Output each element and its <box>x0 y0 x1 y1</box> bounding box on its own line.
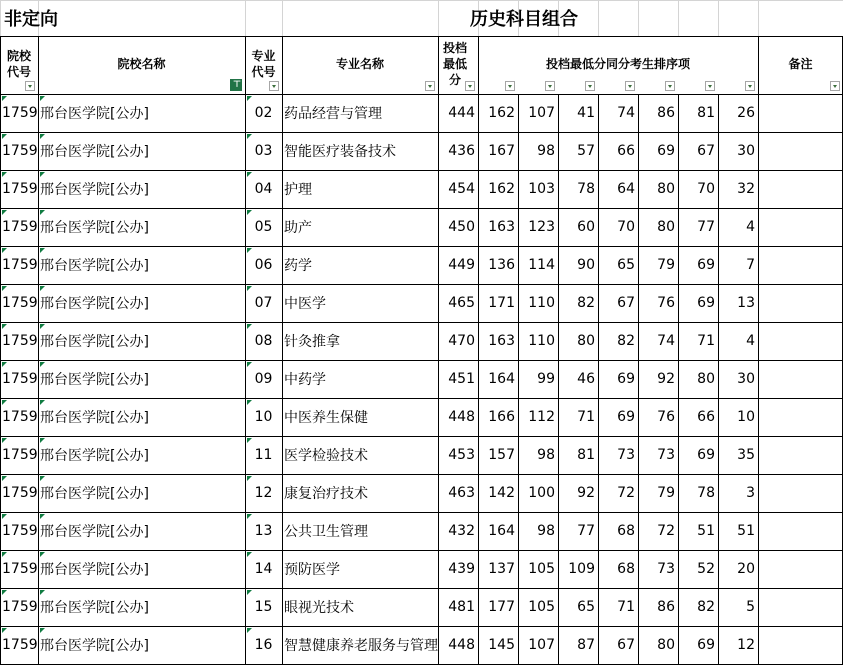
cell-ranking-6: 70 <box>697 181 715 197</box>
cell-school-code: 1759 <box>2 409 38 425</box>
cell-major-code: 05 <box>254 219 273 235</box>
table-border-vertical <box>38 36 39 664</box>
cell-ranking-4: 68 <box>617 523 635 539</box>
table-border-horizontal <box>0 550 843 551</box>
gridline-vertical <box>0 0 1 36</box>
cell-ranking-2: 114 <box>528 257 555 273</box>
cell-ranking-4: 66 <box>617 143 635 159</box>
cell-school-name: 邢台医学院[公办] <box>40 524 149 540</box>
table-border-horizontal <box>0 626 843 627</box>
comment-indicator-icon <box>247 628 252 633</box>
cell-ranking-3: 87 <box>577 637 595 653</box>
cell-ranking-6: 69 <box>697 447 715 463</box>
cell-ranking-5: 73 <box>657 561 675 577</box>
cell-ranking-6: 66 <box>697 409 715 425</box>
cell-school-name: 邢台医学院[公办] <box>40 410 149 426</box>
comment-indicator-icon <box>247 324 252 329</box>
cell-ranking-5: 92 <box>657 371 675 387</box>
cell-major-name: 预防医学 <box>284 562 340 578</box>
cell-ranking-4: 67 <box>617 637 635 653</box>
cell-ranking-5: 73 <box>657 447 675 463</box>
cell-ranking-3: 65 <box>577 599 595 615</box>
comment-indicator-icon <box>247 400 252 405</box>
cell-ranking-1: 177 <box>488 599 515 615</box>
cell-ranking-2: 105 <box>528 561 555 577</box>
cell-major-name: 智能医疗装备技术 <box>284 144 396 160</box>
sheet-title-left: 非定向 <box>4 9 58 30</box>
cell-school-name: 邢台医学院[公办] <box>40 600 149 616</box>
table-border-horizontal <box>0 398 843 399</box>
cell-ranking-4: 68 <box>617 561 635 577</box>
cell-ranking-3: 90 <box>577 257 595 273</box>
cell-ranking-6: 52 <box>697 561 715 577</box>
cell-ranking-3: 57 <box>577 143 595 159</box>
cell-ranking-4: 73 <box>617 447 635 463</box>
filter-dropdown-icon[interactable] <box>25 81 35 91</box>
table-border-horizontal <box>0 36 843 37</box>
cell-ranking-1: 142 <box>488 485 515 501</box>
cell-min-score: 481 <box>448 599 475 615</box>
table-border-horizontal <box>0 132 843 133</box>
cell-remarks <box>758 474 843 512</box>
cell-school-name: 邢台医学院[公办] <box>40 258 149 274</box>
cell-school-code: 1759 <box>2 523 38 539</box>
cell-ranking-7: 4 <box>746 219 755 235</box>
table-border-vertical <box>598 94 599 664</box>
cell-ranking-6: 78 <box>697 485 715 501</box>
cell-ranking-2: 105 <box>528 599 555 615</box>
cell-school-name: 邢台医学院[公办] <box>40 562 149 578</box>
cell-min-score: 463 <box>448 485 475 501</box>
gridline-vertical <box>718 0 719 36</box>
cell-school-name: 邢台医学院[公办] <box>40 296 149 312</box>
cell-ranking-7: 7 <box>746 257 755 273</box>
cell-remarks <box>758 322 843 360</box>
cell-school-code: 1759 <box>2 333 38 349</box>
comment-indicator-icon <box>247 248 252 253</box>
header-school-name: 院校名称 <box>117 57 166 71</box>
cell-ranking-6: 69 <box>697 257 715 273</box>
cell-ranking-1: 166 <box>488 409 515 425</box>
cell-major-code: 08 <box>254 333 273 349</box>
comment-indicator-icon <box>2 134 7 139</box>
cell-school-code: 1759 <box>2 599 38 615</box>
table-border-horizontal <box>0 474 843 475</box>
cell-school-code: 1759 <box>2 295 38 311</box>
cell-min-score: 432 <box>448 523 475 539</box>
cell-ranking-5: 69 <box>657 143 675 159</box>
cell-remarks <box>758 132 843 170</box>
cell-school-code: 1759 <box>2 219 38 235</box>
cell-ranking-4: 82 <box>617 333 635 349</box>
cell-school-code: 1759 <box>2 561 38 577</box>
cell-ranking-3: 80 <box>577 333 595 349</box>
comment-indicator-icon <box>2 400 7 405</box>
table-border-horizontal <box>0 170 843 171</box>
comment-indicator-icon <box>2 362 7 367</box>
comment-indicator-icon <box>247 590 252 595</box>
cell-ranking-1: 157 <box>488 447 515 463</box>
cell-ranking-4: 67 <box>617 295 635 311</box>
cell-ranking-5: 76 <box>657 295 675 311</box>
cell-ranking-5: 79 <box>657 257 675 273</box>
header-remarks: 备注 <box>788 57 813 71</box>
gridline-vertical <box>438 0 439 36</box>
cell-ranking-1: 163 <box>488 333 515 349</box>
table-border-vertical <box>0 36 1 664</box>
filter-active-icon[interactable] <box>230 79 242 91</box>
cell-major-name: 药品经营与管理 <box>284 106 382 122</box>
gridline-vertical <box>282 0 283 36</box>
cell-min-score: 453 <box>448 447 475 463</box>
table-border-vertical <box>758 36 759 664</box>
comment-indicator-icon <box>2 628 7 633</box>
cell-ranking-1: 162 <box>488 105 515 121</box>
cell-remarks <box>758 436 843 474</box>
cell-school-name: 邢台医学院[公办] <box>40 106 149 122</box>
cell-min-score: 444 <box>448 105 475 121</box>
table-border-vertical <box>518 94 519 664</box>
cell-ranking-2: 103 <box>528 181 555 197</box>
cell-ranking-1: 171 <box>488 295 515 311</box>
cell-min-score: 451 <box>448 371 475 387</box>
comment-indicator-icon <box>247 514 252 519</box>
sheet-title-center: 历史科目组合 <box>470 9 578 30</box>
table-border-vertical <box>245 36 246 664</box>
cell-ranking-3: 71 <box>577 409 595 425</box>
cell-ranking-2: 98 <box>537 447 555 463</box>
cell-major-code: 03 <box>254 143 273 159</box>
cell-school-code: 1759 <box>2 143 38 159</box>
cell-min-score: 450 <box>448 219 475 235</box>
cell-major-code: 14 <box>254 561 273 577</box>
cell-remarks <box>758 208 843 246</box>
cell-ranking-7: 4 <box>746 333 755 349</box>
header-min-score: 投档 最低 分 <box>443 41 468 87</box>
cell-min-score: 448 <box>448 637 475 653</box>
header-major-name: 专业名称 <box>335 57 384 71</box>
table-border-horizontal <box>0 94 843 95</box>
cell-min-score: 465 <box>448 295 475 311</box>
filter-dropdown-icon[interactable] <box>545 81 555 91</box>
cell-major-name: 中药学 <box>284 372 326 388</box>
cell-ranking-2: 98 <box>537 143 555 159</box>
comment-indicator-icon <box>2 248 7 253</box>
cell-ranking-1: 164 <box>488 371 515 387</box>
cell-ranking-7: 10 <box>737 409 755 425</box>
cell-major-name: 助产 <box>284 220 312 236</box>
cell-ranking-3: 78 <box>577 181 595 197</box>
cell-ranking-7: 35 <box>737 447 755 463</box>
cell-major-code: 06 <box>254 257 273 273</box>
cell-major-name: 中医养生保健 <box>284 410 368 426</box>
cell-ranking-5: 86 <box>657 105 675 121</box>
cell-ranking-1: 162 <box>488 181 515 197</box>
cell-ranking-6: 80 <box>697 371 715 387</box>
cell-major-name: 针灸推拿 <box>284 334 340 350</box>
cell-ranking-4: 74 <box>617 105 635 121</box>
header-ranking: 投档最低分同分考生排序项 <box>545 57 690 71</box>
cell-ranking-3: 81 <box>577 447 595 463</box>
funnel-sort-icon: ⊤ <box>232 80 242 90</box>
comment-indicator-icon <box>247 552 252 557</box>
cell-ranking-3: 82 <box>577 295 595 311</box>
cell-ranking-6: 82 <box>697 599 715 615</box>
cell-ranking-7: 13 <box>737 295 755 311</box>
cell-major-name: 公共卫生管理 <box>284 524 368 540</box>
gridline-vertical <box>678 0 679 36</box>
cell-ranking-3: 60 <box>577 219 595 235</box>
table-border-horizontal <box>0 588 843 589</box>
cell-ranking-6: 67 <box>697 143 715 159</box>
cell-remarks <box>758 512 843 550</box>
cell-major-code: 07 <box>254 295 273 311</box>
gridline-vertical <box>245 0 246 36</box>
cell-ranking-4: 70 <box>617 219 635 235</box>
filter-dropdown-icon[interactable] <box>665 81 675 91</box>
cell-ranking-5: 79 <box>657 485 675 501</box>
cell-ranking-7: 51 <box>737 523 755 539</box>
cell-school-code: 1759 <box>2 257 38 273</box>
cell-ranking-1: 145 <box>488 637 515 653</box>
filter-dropdown-icon[interactable] <box>269 81 279 91</box>
comment-indicator-icon <box>2 210 7 215</box>
comment-indicator-icon <box>247 286 252 291</box>
cell-remarks <box>758 94 843 132</box>
cell-major-name: 中医学 <box>284 296 326 312</box>
cell-ranking-6: 69 <box>697 295 715 311</box>
gridline-horizontal <box>0 0 843 1</box>
cell-min-score: 470 <box>448 333 475 349</box>
cell-remarks <box>758 360 843 398</box>
comment-indicator-icon <box>2 172 7 177</box>
cell-ranking-6: 81 <box>697 105 715 121</box>
cell-ranking-3: 109 <box>568 561 595 577</box>
comment-indicator-icon <box>247 96 252 101</box>
cell-ranking-1: 164 <box>488 523 515 539</box>
cell-ranking-2: 107 <box>528 637 555 653</box>
cell-major-name: 眼视光技术 <box>284 600 354 616</box>
comment-indicator-icon <box>2 552 7 557</box>
cell-ranking-7: 5 <box>746 599 755 615</box>
filter-dropdown-icon[interactable] <box>705 81 715 91</box>
cell-major-code: 11 <box>254 447 273 463</box>
cell-ranking-5: 80 <box>657 637 675 653</box>
filter-dropdown-icon[interactable] <box>585 81 595 91</box>
comment-indicator-icon <box>2 514 7 519</box>
cell-min-score: 448 <box>448 409 475 425</box>
filter-dropdown-icon[interactable] <box>425 81 435 91</box>
cell-remarks <box>758 626 843 664</box>
cell-school-name: 邢台医学院[公办] <box>40 372 149 388</box>
comment-indicator-icon <box>247 476 252 481</box>
table-border-horizontal <box>0 284 843 285</box>
cell-major-code: 09 <box>254 371 273 387</box>
comment-indicator-icon <box>247 172 252 177</box>
cell-major-code: 15 <box>254 599 273 615</box>
cell-ranking-1: 137 <box>488 561 515 577</box>
cell-major-name: 药学 <box>284 258 312 274</box>
table-border-horizontal <box>0 360 843 361</box>
cell-ranking-4: 65 <box>617 257 635 273</box>
cell-ranking-3: 46 <box>577 371 595 387</box>
cell-school-name: 邢台医学院[公办] <box>40 220 149 236</box>
table-border-horizontal <box>0 436 843 437</box>
cell-ranking-7: 3 <box>746 485 755 501</box>
cell-major-name: 康复治疗技术 <box>284 486 368 502</box>
table-border-vertical <box>678 94 679 664</box>
cell-ranking-4: 72 <box>617 485 635 501</box>
cell-school-code: 1759 <box>2 181 38 197</box>
cell-school-code: 1759 <box>2 485 38 501</box>
table-border-vertical <box>558 94 559 664</box>
cell-ranking-2: 99 <box>537 371 555 387</box>
cell-school-name: 邢台医学院[公办] <box>40 334 149 350</box>
cell-ranking-1: 136 <box>488 257 515 273</box>
header-major-code: 专业 代号 <box>251 49 276 79</box>
cell-ranking-3: 92 <box>577 485 595 501</box>
cell-ranking-2: 123 <box>528 219 555 235</box>
cell-ranking-2: 110 <box>528 295 555 311</box>
cell-ranking-2: 112 <box>528 409 555 425</box>
cell-school-code: 1759 <box>2 637 38 653</box>
cell-major-name: 护理 <box>284 182 312 198</box>
cell-ranking-2: 98 <box>537 523 555 539</box>
cell-school-code: 1759 <box>2 371 38 387</box>
cell-ranking-2: 107 <box>528 105 555 121</box>
cell-ranking-2: 100 <box>528 485 555 501</box>
cell-ranking-7: 26 <box>737 105 755 121</box>
comment-indicator-icon <box>2 438 7 443</box>
cell-school-code: 1759 <box>2 447 38 463</box>
cell-ranking-1: 163 <box>488 219 515 235</box>
cell-major-code: 16 <box>254 637 273 653</box>
cell-remarks <box>758 170 843 208</box>
cell-ranking-2: 110 <box>528 333 555 349</box>
cell-ranking-4: 69 <box>617 371 635 387</box>
table-border-vertical <box>718 94 719 664</box>
comment-indicator-icon <box>2 324 7 329</box>
cell-school-name: 邢台医学院[公办] <box>40 182 149 198</box>
table-border-vertical <box>438 36 439 664</box>
comment-indicator-icon <box>247 438 252 443</box>
cell-remarks <box>758 246 843 284</box>
cell-ranking-5: 72 <box>657 523 675 539</box>
gridline-vertical <box>758 0 759 36</box>
cell-ranking-6: 69 <box>697 637 715 653</box>
cell-min-score: 436 <box>448 143 475 159</box>
comment-indicator-icon <box>2 590 7 595</box>
comment-indicator-icon <box>2 96 7 101</box>
cell-school-name: 邢台医学院[公办] <box>40 638 149 654</box>
cell-major-code: 10 <box>254 409 273 425</box>
table-border-horizontal <box>0 246 843 247</box>
table-border-horizontal <box>0 512 843 513</box>
filter-dropdown-icon[interactable] <box>745 81 755 91</box>
cell-ranking-5: 80 <box>657 219 675 235</box>
table-border-horizontal <box>0 322 843 323</box>
comment-indicator-icon <box>2 286 7 291</box>
cell-ranking-4: 71 <box>617 599 635 615</box>
cell-ranking-7: 30 <box>737 143 755 159</box>
table-border-horizontal <box>0 208 843 209</box>
cell-ranking-3: 41 <box>577 105 595 121</box>
cell-school-name: 邢台医学院[公办] <box>40 144 149 160</box>
cell-ranking-6: 51 <box>697 523 715 539</box>
cell-ranking-5: 86 <box>657 599 675 615</box>
cell-major-code: 04 <box>254 181 273 197</box>
cell-ranking-5: 76 <box>657 409 675 425</box>
cell-major-code: 12 <box>254 485 273 501</box>
cell-remarks <box>758 588 843 626</box>
cell-ranking-6: 77 <box>697 219 715 235</box>
cell-ranking-7: 12 <box>737 637 755 653</box>
cell-min-score: 449 <box>448 257 475 273</box>
comment-indicator-icon <box>247 210 252 215</box>
cell-school-name: 邢台医学院[公办] <box>40 448 149 464</box>
cell-ranking-1: 167 <box>488 143 515 159</box>
cell-ranking-7: 32 <box>737 181 755 197</box>
table-border-vertical <box>638 94 639 664</box>
filter-dropdown-icon[interactable] <box>505 81 515 91</box>
cell-school-code: 1759 <box>2 105 38 121</box>
cell-ranking-7: 20 <box>737 561 755 577</box>
cell-min-score: 454 <box>448 181 475 197</box>
filter-dropdown-icon[interactable] <box>465 81 475 91</box>
cell-ranking-5: 74 <box>657 333 675 349</box>
cell-major-code: 13 <box>254 523 273 539</box>
cell-major-name: 智慧健康养老服务与管理 <box>284 638 438 654</box>
cell-ranking-6: 71 <box>697 333 715 349</box>
cell-ranking-4: 69 <box>617 409 635 425</box>
filter-dropdown-icon[interactable] <box>830 81 840 91</box>
cell-remarks <box>758 398 843 436</box>
comment-indicator-icon <box>247 134 252 139</box>
table-border-vertical <box>478 36 479 664</box>
cell-remarks <box>758 550 843 588</box>
comment-indicator-icon <box>247 362 252 367</box>
cell-ranking-3: 77 <box>577 523 595 539</box>
cell-min-score: 439 <box>448 561 475 577</box>
cell-ranking-4: 64 <box>617 181 635 197</box>
header-school-code: 院校 代号 <box>6 49 31 79</box>
cell-remarks <box>758 284 843 322</box>
cell-major-name: 医学检验技术 <box>284 448 368 464</box>
table-border-vertical <box>282 36 283 664</box>
comment-indicator-icon <box>2 476 7 481</box>
filter-dropdown-icon[interactable] <box>625 81 635 91</box>
cell-ranking-5: 80 <box>657 181 675 197</box>
cell-major-code: 02 <box>254 105 273 121</box>
cell-ranking-7: 30 <box>737 371 755 387</box>
cell-school-name: 邢台医学院[公办] <box>40 486 149 502</box>
